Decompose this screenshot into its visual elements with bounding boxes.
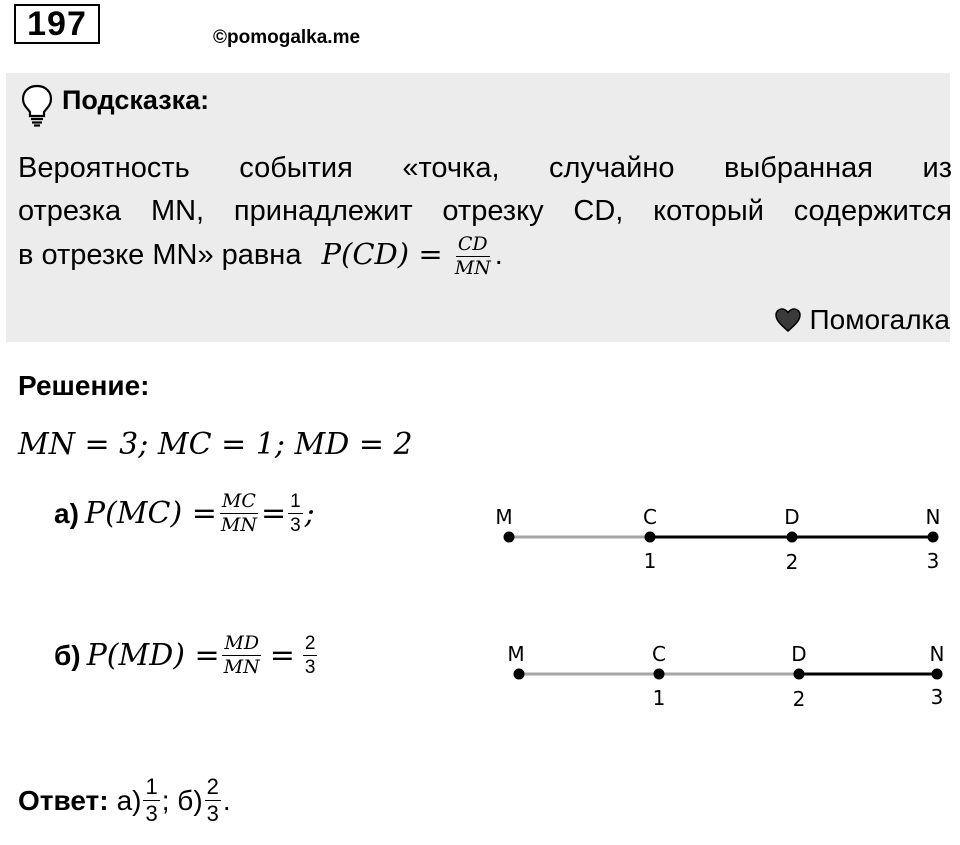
label-c: C (652, 642, 666, 666)
segment-diagram-b (490, 637, 950, 717)
part-b-label: б) (54, 639, 81, 671)
point-d (787, 532, 798, 543)
part-a-label: а) (54, 497, 79, 529)
part-a-equals: = (260, 496, 287, 531)
hint-formula-fraction (453, 232, 493, 279)
hint-line-2: отрезка MN, принадлежит отрезку CD, который содержится (18, 195, 952, 227)
fraction-numerator: 2 (304, 633, 316, 654)
part-a-fraction-2 (288, 492, 303, 535)
value-n: 3 (926, 549, 940, 573)
site-watermark: ©pomogalka.me (213, 27, 361, 48)
answer-a-label: а) (116, 784, 142, 816)
value-n: 3 (930, 685, 944, 709)
lightbulb-icon (20, 83, 54, 127)
part-a-end: ; (304, 496, 315, 531)
point-m (514, 669, 525, 680)
point-n (928, 532, 939, 543)
fraction-denominator: 3 (145, 801, 158, 826)
fraction-denominator: MN (223, 656, 260, 678)
answer-separator: ; б) (161, 784, 203, 816)
answer-a-fraction (143, 776, 159, 825)
heart-icon (774, 307, 802, 333)
task-number: 197 (14, 4, 100, 44)
fraction-numerator: 1 (290, 491, 301, 512)
part-a-lhs: P(MC) = (84, 496, 217, 531)
value-d: 2 (792, 687, 806, 711)
value-d: 2 (785, 550, 799, 574)
part-b-fraction-1 (222, 634, 262, 677)
part-b-lhs: P(MD) = (86, 638, 220, 673)
label-m: M (507, 642, 525, 666)
point-c (654, 669, 665, 680)
brand-name: Помогалка (809, 304, 950, 335)
answer-end: . (222, 784, 231, 816)
segment-diagram-a (480, 500, 950, 580)
fraction-denominator: MN (220, 514, 257, 536)
hint-text (18, 147, 952, 278)
brand-signature (774, 304, 950, 336)
label-n: N (929, 642, 945, 666)
given-values: MN = 3; MC = 1; MD = 2 (18, 427, 413, 462)
fraction-numerator: 1 (145, 774, 158, 799)
label-m: M (495, 505, 513, 529)
part-b-equals: = (269, 638, 295, 673)
fraction-denominator: 3 (206, 801, 219, 826)
fraction-numerator: MC (221, 490, 256, 512)
point-n (932, 669, 943, 680)
answer-label: Ответ: (18, 784, 109, 816)
hint-formula-end: . (494, 239, 503, 271)
answer-b-fraction (205, 776, 221, 825)
hint-box (6, 73, 950, 342)
hint-line-3-text: в отрезке MN» равна (18, 239, 302, 271)
fraction-numerator: MD (224, 632, 260, 654)
answer-line (18, 776, 231, 825)
label-c: C (643, 505, 657, 529)
fraction-numerator: CD (457, 232, 488, 255)
fraction-numerator: 2 (206, 774, 219, 799)
hint-line-3 (18, 233, 952, 278)
label-n: N (925, 505, 941, 529)
part-a-fraction-1 (219, 492, 259, 535)
value-c: 1 (643, 549, 657, 573)
label-d: D (791, 642, 807, 666)
point-c (645, 532, 656, 543)
part-b-fraction-2 (303, 634, 318, 677)
fraction-denominator: 3 (304, 657, 316, 678)
fraction-denominator: 3 (290, 515, 301, 536)
solution-title: Решение: (18, 370, 150, 401)
hint-formula-lhs: P(CD) = (321, 237, 443, 271)
part-a-formula (54, 492, 315, 535)
hint-title: Подсказка: (62, 85, 210, 115)
point-d (794, 669, 805, 680)
part-b-formula (54, 634, 319, 677)
value-c: 1 (652, 686, 666, 710)
hint-line-1: Вероятность события «точка, случайно выбранная из (18, 152, 952, 184)
fraction-denominator: MN (454, 256, 491, 279)
point-m (504, 532, 515, 543)
label-d: D (784, 505, 800, 529)
